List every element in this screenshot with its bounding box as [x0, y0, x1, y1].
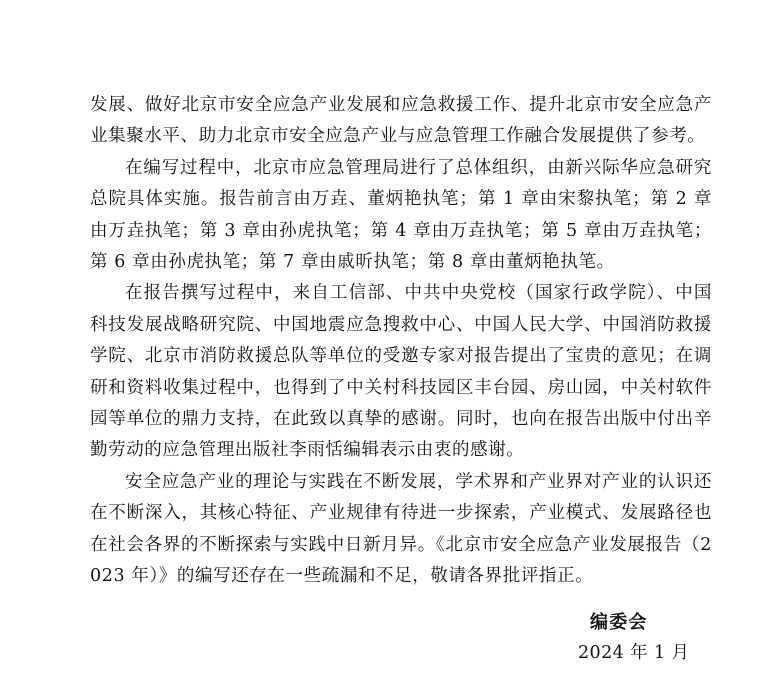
- signature-date: 2024 年 1 月: [578, 643, 690, 663]
- paragraph-continuation: 发展、做好北京市安全应急产业发展和应急救援工作、提升北京市安全应急产业集聚水平、助力北京市安全应急产业与应急管理工作融合发展提供了参考。: [90, 95, 712, 147]
- paragraph-writing-process: 在编写过程中，北京市应急管理局进行了总体组织，由新兴际华应急研究总院具体实施。报告前言由万垚、董炳艳执笔；第 1 章由宋黎执笔；第 2 章由万垚执笔；第 3 章由孙虎执笔；第 4 章由万垚执笔；第 5 章由万垚执笔；第 6 章由孙虎执笔；第 7 章由戚昕执笔；第 8 章由董炳艳执笔。: [90, 157, 712, 273]
- editorial-board-signature: 编委会: [590, 612, 648, 633]
- paragraph-acknowledgements: 在报告撰写过程中，来自工信部、中共中央党校（国家行政学院）、中国科技发展战略研究院、中国地震应急搜救中心、中国人民大学、中国消防救援学院、北京市消防救援总队等单位的受邀专家对报告提出了宝贵的意见；在调研和资料收集过程中，也得到了中关村科技园区丰台园、房山园，中关村软件园等单位的鼎力支持，在此致以真挚的感谢。同时，也向在报告出版中付出辛勤劳动的应急管理出版社李雨恬编辑表示由衷的感谢。: [90, 283, 712, 461]
- paragraph-closing: 安全应急产业的理论与实践在不断发展，学术界和产业界对产业的认识还在不断深入，其核心特征、产业规律有待进一步探索，产业模式、发展路径也在社会各界的不断探索与实践中日新月异。《北京市安全应急产业发展报告（2023 年）》的编写还存在一些疏漏和不足，敬请各界批评指正。: [90, 471, 712, 587]
- body-text: [90, 90, 712, 593]
